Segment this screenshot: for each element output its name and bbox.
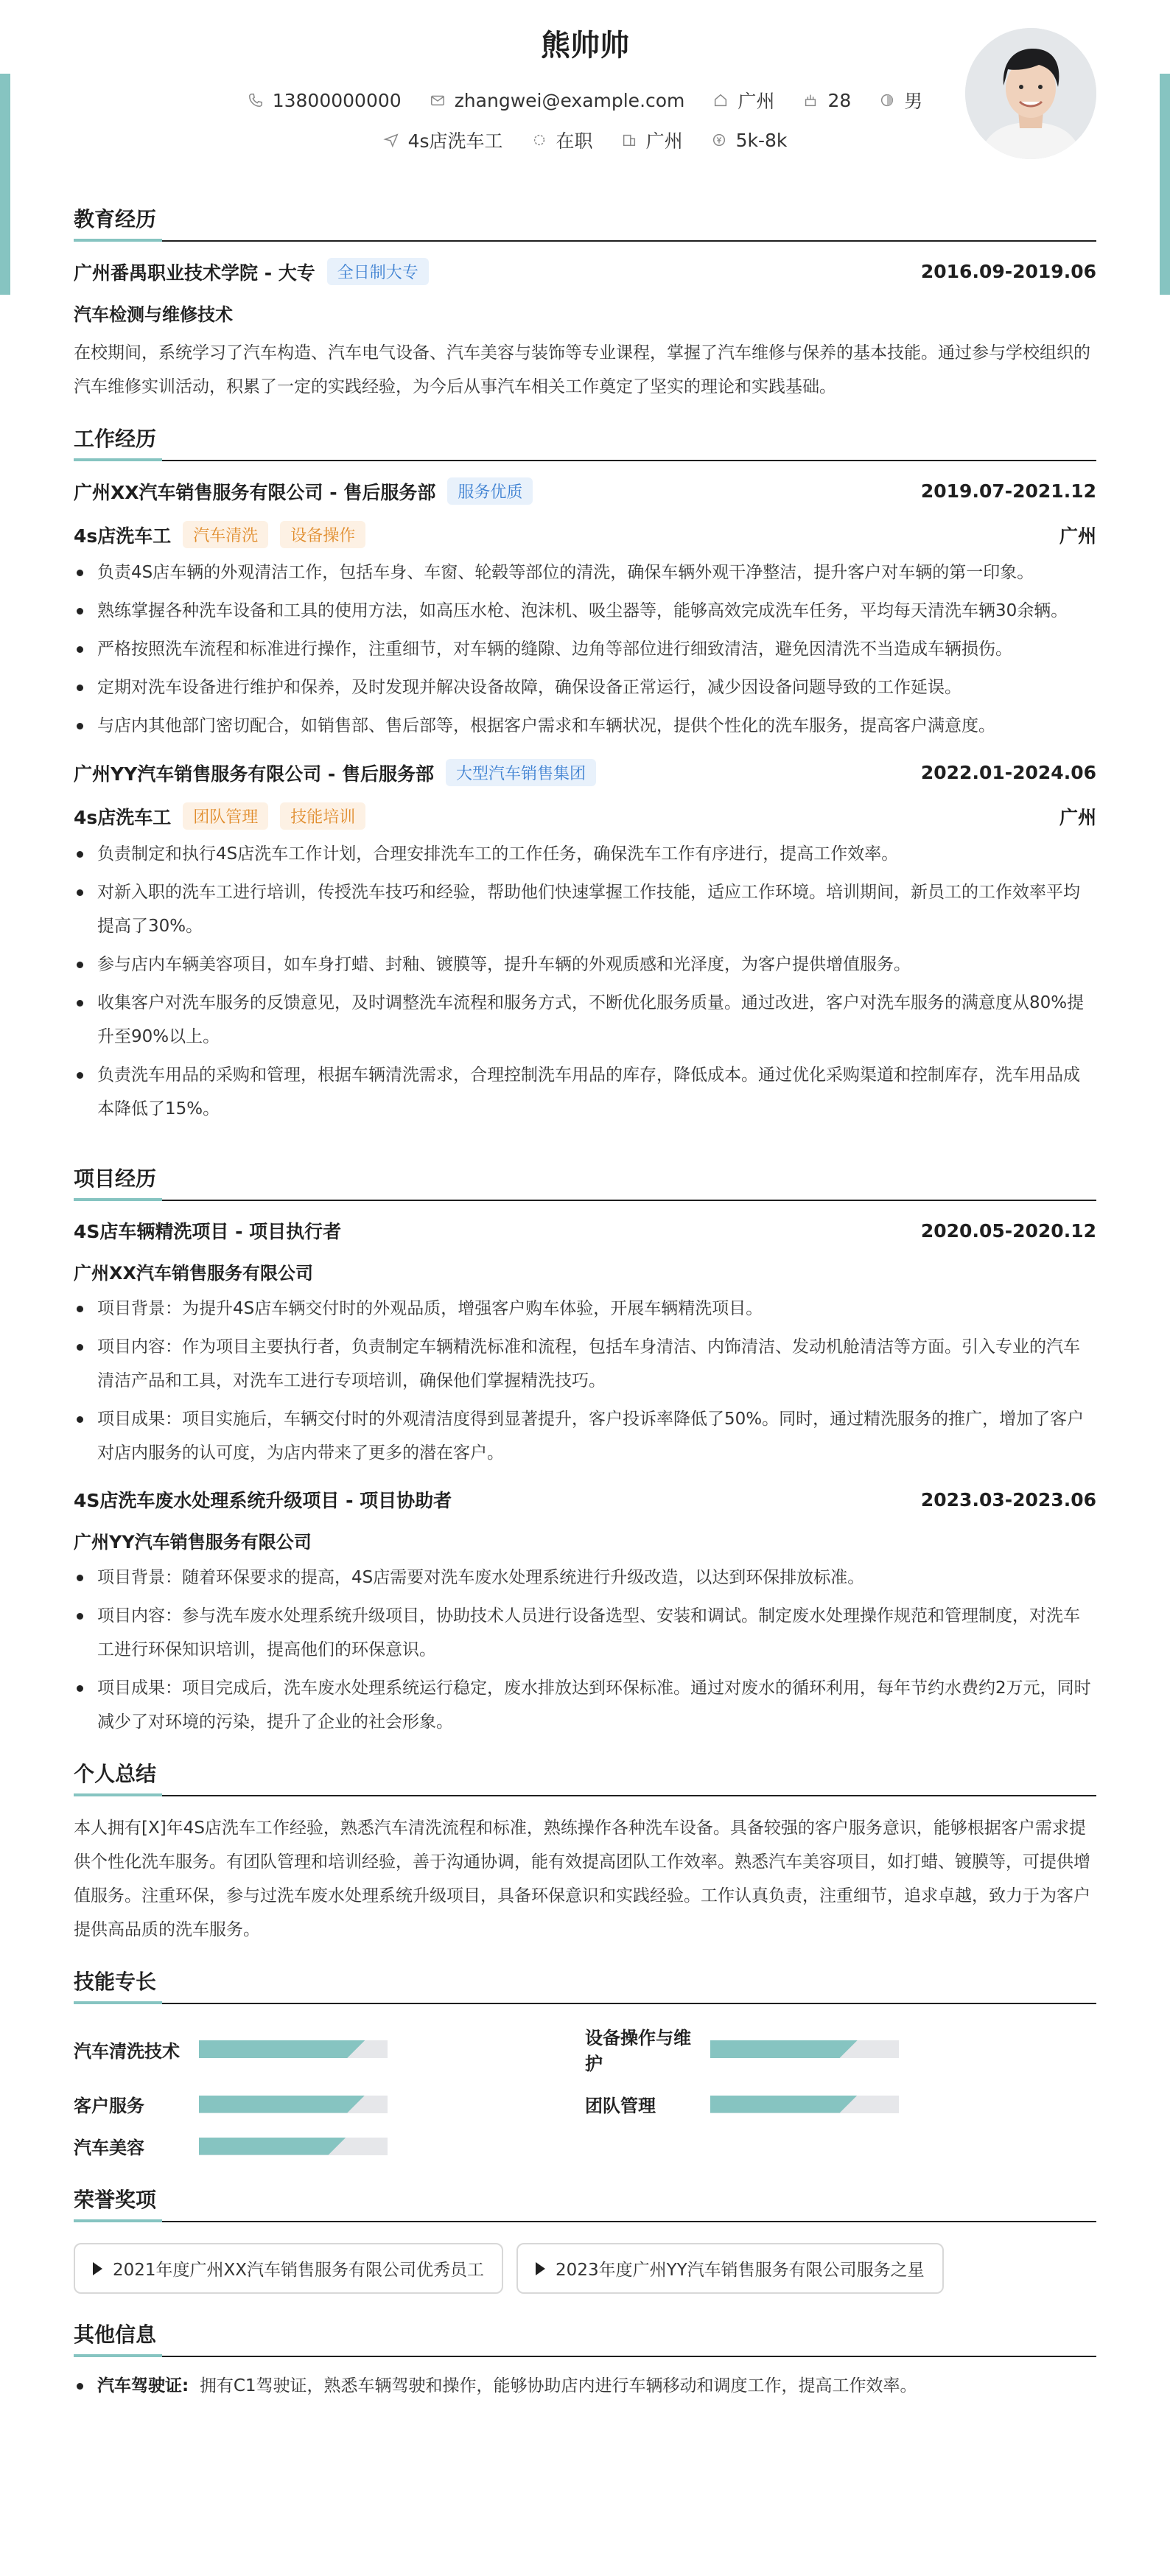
skill-item bbox=[74, 2133, 585, 2159]
awards-list bbox=[74, 2243, 1096, 2294]
skill-name: 客户服务 bbox=[74, 2096, 144, 2116]
work-location: 广州 bbox=[1059, 806, 1096, 828]
work-bullets bbox=[74, 837, 1096, 1126]
skills-section bbox=[74, 1966, 1096, 2159]
gender-icon bbox=[879, 92, 895, 108]
bullet-item: 负责4S店车辆的外观清洁工作，包括车身、车窗、轮毂等部位的清洗，确保车辆外观干净整洁，提升客户对车辆的第一印象。 bbox=[74, 556, 1096, 589]
award-text: 2023年度广州YY汽车销售服务有限公司服务之星 bbox=[556, 2261, 925, 2280]
skill-tag: 汽车清洗 bbox=[183, 521, 268, 548]
age-item bbox=[802, 87, 851, 113]
awards-section bbox=[74, 2159, 1096, 2294]
salary-item bbox=[711, 127, 788, 153]
bullet-item: 严格按照洗车流程和标准进行操作，注重细节，对车辆的缝隙、边角等部位进行细致清洁，避免因清洗不当造成车辆损伤。 bbox=[74, 632, 1096, 666]
send-icon bbox=[383, 132, 399, 148]
skill-item bbox=[585, 2023, 1096, 2075]
company-tag: 服务优质 bbox=[447, 477, 533, 505]
bullet-item: 参与店内车辆美容项目，如车身打蜡、封釉、镀膜等，提升车辆的外观质感和光泽度，为客户提供增值服务。 bbox=[74, 948, 1096, 981]
awards-title: 荣誉奖项 bbox=[74, 2184, 1096, 2222]
work-title: 工作经历 bbox=[74, 423, 1096, 461]
building-icon bbox=[621, 132, 637, 148]
summary-title: 个人总结 bbox=[74, 1758, 1096, 1796]
project-head bbox=[74, 1486, 1096, 1513]
status-text: 在职 bbox=[556, 130, 593, 152]
skill-name: 汽车美容 bbox=[74, 2138, 144, 2158]
bullet-item: 项目内容：作为项目主要执行者，负责制定车辆精洗标准和流程，包括车身清洁、内饰清洁、发动机舱清洁等方面。引入专业的汽车清洁产品和工具，对洗车工进行专项培训，确保他们掌握精洗技巧。 bbox=[74, 1330, 1096, 1398]
email-text: zhangwei@example.com bbox=[454, 89, 685, 111]
cake-icon bbox=[802, 92, 819, 108]
skill-bar bbox=[199, 2096, 388, 2113]
projects-title: 项目经历 bbox=[74, 1163, 1096, 1201]
skill-bar-fill bbox=[710, 2096, 858, 2113]
award-text: 2021年度广州XX汽车销售服务有限公司优秀员工 bbox=[113, 2261, 485, 2280]
other-label: 汽车驾驶证: bbox=[97, 2376, 189, 2395]
work-entry bbox=[74, 477, 1096, 743]
skill-name: 设备操作与维护 bbox=[585, 2028, 691, 2074]
other-item bbox=[74, 2369, 1096, 2403]
bullet-item: 负责洗车用品的采购和管理，根据车辆清洗需求，合理控制洗车用品的库存，降低成本。通过优化采购渠道和控制库存，洗车用品成本降低了15%。 bbox=[74, 1058, 1096, 1126]
phone-icon bbox=[248, 92, 264, 108]
project-name: 4S店洗车废水处理系统升级项目 - 项目协助者 bbox=[74, 1490, 452, 1511]
skill-tag: 技能培训 bbox=[280, 802, 365, 830]
bullet-item: 熟练掌握各种洗车设备和工具的使用方法，如高压水枪、泡沫机、吸尘器等，能够高效完成洗车任务，平均每天清洗车辆30余辆。 bbox=[74, 594, 1096, 628]
bullet-item: 收集客户对洗车服务的反馈意见，及时调整洗车流程和服务方式，不断优化服务质量。通过改进，客户对洗车服务的满意度从80%提升至90%以上。 bbox=[74, 986, 1096, 1054]
education-head bbox=[74, 258, 1096, 285]
summary-text: 本人拥有[X]年4S店洗车工作经验，熟悉汽车清洗流程和标准，熟练操作各种洗车设备。具备较强的客户服务意识，能够根据客户需求提供个性化洗车服务。有团队管理和培训经验，善于沟通协调，能有效提高团队工作效率。熟悉汽车美容项目，如打蜡、镀膜等，可提供增值服务。注重环保，参与过洗车废水处理系统升级项目，具备环保意识和实践经验。工作认真负责，注重细节，追求卓越，致力于为客户提供高品质的洗车服务。 bbox=[74, 1819, 1090, 1939]
skill-bar bbox=[199, 2040, 388, 2058]
work-bullets bbox=[74, 556, 1096, 743]
work-period: 2022.01-2024.06 bbox=[920, 762, 1096, 783]
skill-tag: 设备操作 bbox=[280, 521, 365, 548]
work-head bbox=[74, 477, 1096, 505]
skill-bar-fill bbox=[199, 2138, 346, 2155]
phone-item bbox=[248, 87, 402, 113]
degree-tag: 全日制大专 bbox=[327, 258, 429, 285]
other-text: 拥有C1驾驶证，熟悉车辆驾驶和操作，能够协助店内进行车辆移动和调度工作，提高工作效率。 bbox=[199, 2376, 917, 2395]
avatar bbox=[965, 28, 1096, 159]
other-title: 其他信息 bbox=[74, 2319, 1096, 2357]
candidate-name: 熊帅帅 bbox=[541, 29, 629, 63]
skill-name: 团队管理 bbox=[585, 2096, 656, 2116]
bullet-item: 项目背景：随着环保要求的提高，4S店需要对洗车废水处理系统进行升级改造，以达到环保排放标准。 bbox=[74, 1561, 1096, 1595]
bullet-item: 负责制定和执行4S店洗车工作计划，合理安排洗车工的工作任务，确保洗车工作有序进行，提高工作效率。 bbox=[74, 837, 1096, 871]
project-period: 2023.03-2023.06 bbox=[920, 1488, 1096, 1511]
bullet-item: 项目成果：项目完成后，洗车废水处理系统运行稳定，废水排放达到环保标准。通过对废水的循环利用，每年节约水费约2万元，同时减少了对环境的污染，提升了企业的社会形象。 bbox=[74, 1671, 1096, 1739]
project-company: 广州YY汽车销售服务有限公司 bbox=[74, 1532, 312, 1553]
other-section bbox=[74, 2294, 1096, 2403]
bullet-item: 与店内其他部门密切配合，如销售部、售后部等，根据客户需求和车辆状况，提供个性化的洗车服务，提高客户满意度。 bbox=[74, 709, 1096, 743]
award-item bbox=[516, 2243, 944, 2294]
bullet-item: 对新入职的洗车工进行培训，传授洗车技巧和经验，帮助他们快速掌握工作技能，适应工作环境。培训期间，新员工的工作效率平均提高了30%。 bbox=[74, 875, 1096, 943]
contact-row bbox=[74, 87, 1096, 113]
project-company: 广州XX汽车销售服务有限公司 bbox=[74, 1263, 314, 1284]
project-entry bbox=[74, 1217, 1096, 1470]
work-section bbox=[74, 423, 1096, 1126]
age-text: 28 bbox=[827, 89, 852, 111]
city-item bbox=[712, 87, 774, 113]
role-row bbox=[74, 521, 1096, 548]
skill-bar-fill bbox=[199, 2040, 365, 2058]
education-desc: 在校期间，系统学习了汽车构造、汽车电气设备、汽车美容与装饰等专业课程，掌握了汽车维修与保养的基本技能。通过参与学校组织的汽车维修实训活动，积累了一定的实践经验，为今后从事汽车相关工作奠定了坚实的理论和实践基础。 bbox=[74, 343, 1090, 396]
bullet-item: 定期对洗车设备进行维护和保养，及时发现并解决设备故障，确保设备正常运行，减少因设备问题导致的工作延误。 bbox=[74, 671, 1096, 704]
coin-icon bbox=[711, 132, 727, 148]
work-entry bbox=[74, 759, 1096, 1126]
work-period: 2019.07-2021.12 bbox=[920, 480, 1096, 502]
work-location: 广州 bbox=[1059, 525, 1096, 547]
job-intention-row bbox=[74, 127, 1096, 153]
skill-item bbox=[74, 2023, 585, 2075]
email-item bbox=[430, 87, 685, 113]
role-name: 4s店洗车工 bbox=[74, 806, 172, 828]
project-period: 2020.05-2020.12 bbox=[920, 1219, 1096, 1242]
major-name: 汽车检测与维修技术 bbox=[74, 304, 233, 325]
triangle-icon bbox=[93, 2262, 102, 2275]
target-job-text: 4s店洗车工 bbox=[407, 130, 503, 152]
avatar-portrait-icon bbox=[965, 28, 1096, 159]
education-title: 教育经历 bbox=[74, 203, 1096, 242]
left-accent-bar bbox=[0, 74, 10, 295]
education-section bbox=[74, 203, 1096, 404]
skill-item bbox=[74, 2091, 585, 2117]
summary-section bbox=[74, 1758, 1096, 1947]
phone-text: 13800000000 bbox=[272, 89, 402, 111]
role-row bbox=[74, 802, 1096, 830]
project-bullets bbox=[74, 1292, 1096, 1470]
other-list bbox=[74, 2369, 1096, 2403]
skill-tag: 团队管理 bbox=[183, 802, 268, 830]
skill-bar-fill bbox=[199, 2096, 365, 2113]
gender-item bbox=[879, 87, 922, 113]
company-name: 广州XX汽车销售服务有限公司 - 售后服务部 bbox=[74, 481, 436, 503]
target-city-text: 广州 bbox=[645, 130, 683, 152]
bullet-item: 项目内容：参与洗车废水处理系统升级项目，协助技术人员进行设备选型、安装和调试。制定废水处理操作规范和管理制度，对洗车工进行环保知识培训，提高他们的环保意识。 bbox=[74, 1599, 1096, 1667]
bullet-item: 项目成果：项目实施后，车辆交付时的外观清洁度得到显著提升，客户投诉率降低了50%。同时，通过精洗服务的推广，增加了客户对店内服务的认可度，为店内带来了更多的潜在客户。 bbox=[74, 1402, 1096, 1470]
right-accent-bar bbox=[1160, 74, 1170, 295]
skill-bar bbox=[710, 2040, 899, 2058]
salary-text: 5k-8k bbox=[735, 129, 788, 151]
company-tag: 大型汽车销售集团 bbox=[446, 759, 596, 786]
skill-bar-fill bbox=[710, 2040, 858, 2058]
mail-icon bbox=[430, 92, 446, 108]
work-head bbox=[74, 759, 1096, 786]
project-entry bbox=[74, 1486, 1096, 1739]
skill-bar bbox=[710, 2096, 899, 2113]
bullet-item: 项目背景：为提升4S店车辆交付时的外观品质，增强客户购车体验，开展车辆精洗项目。 bbox=[74, 1292, 1096, 1326]
resume-page bbox=[74, 0, 1096, 2403]
gender-text: 男 bbox=[904, 91, 923, 112]
project-bullets bbox=[74, 1561, 1096, 1739]
target-job-item bbox=[383, 127, 503, 153]
status-icon bbox=[531, 132, 547, 148]
status-item bbox=[531, 127, 593, 153]
company-name: 广州YY汽车销售服务有限公司 - 售后服务部 bbox=[74, 763, 434, 785]
education-period: 2016.09-2019.06 bbox=[920, 261, 1096, 282]
skills-grid bbox=[74, 2023, 1096, 2159]
role-name: 4s店洗车工 bbox=[74, 525, 172, 547]
award-item bbox=[74, 2243, 503, 2294]
school-name: 广州番禺职业技术学院 - 大专 bbox=[74, 262, 315, 284]
skill-bar bbox=[199, 2138, 388, 2155]
target-city-item bbox=[621, 127, 683, 153]
city-text: 广州 bbox=[738, 91, 775, 112]
triangle-icon bbox=[536, 2262, 545, 2275]
resume-header bbox=[74, 0, 1096, 184]
skill-name: 汽车清洗技术 bbox=[74, 2040, 180, 2062]
skill-item bbox=[585, 2091, 1096, 2117]
projects-section bbox=[74, 1126, 1096, 1739]
home-icon bbox=[712, 92, 729, 108]
project-name: 4S店车辆精洗项目 - 项目执行者 bbox=[74, 1221, 342, 1242]
skills-title: 技能专长 bbox=[74, 1966, 1096, 2004]
project-head bbox=[74, 1217, 1096, 1244]
